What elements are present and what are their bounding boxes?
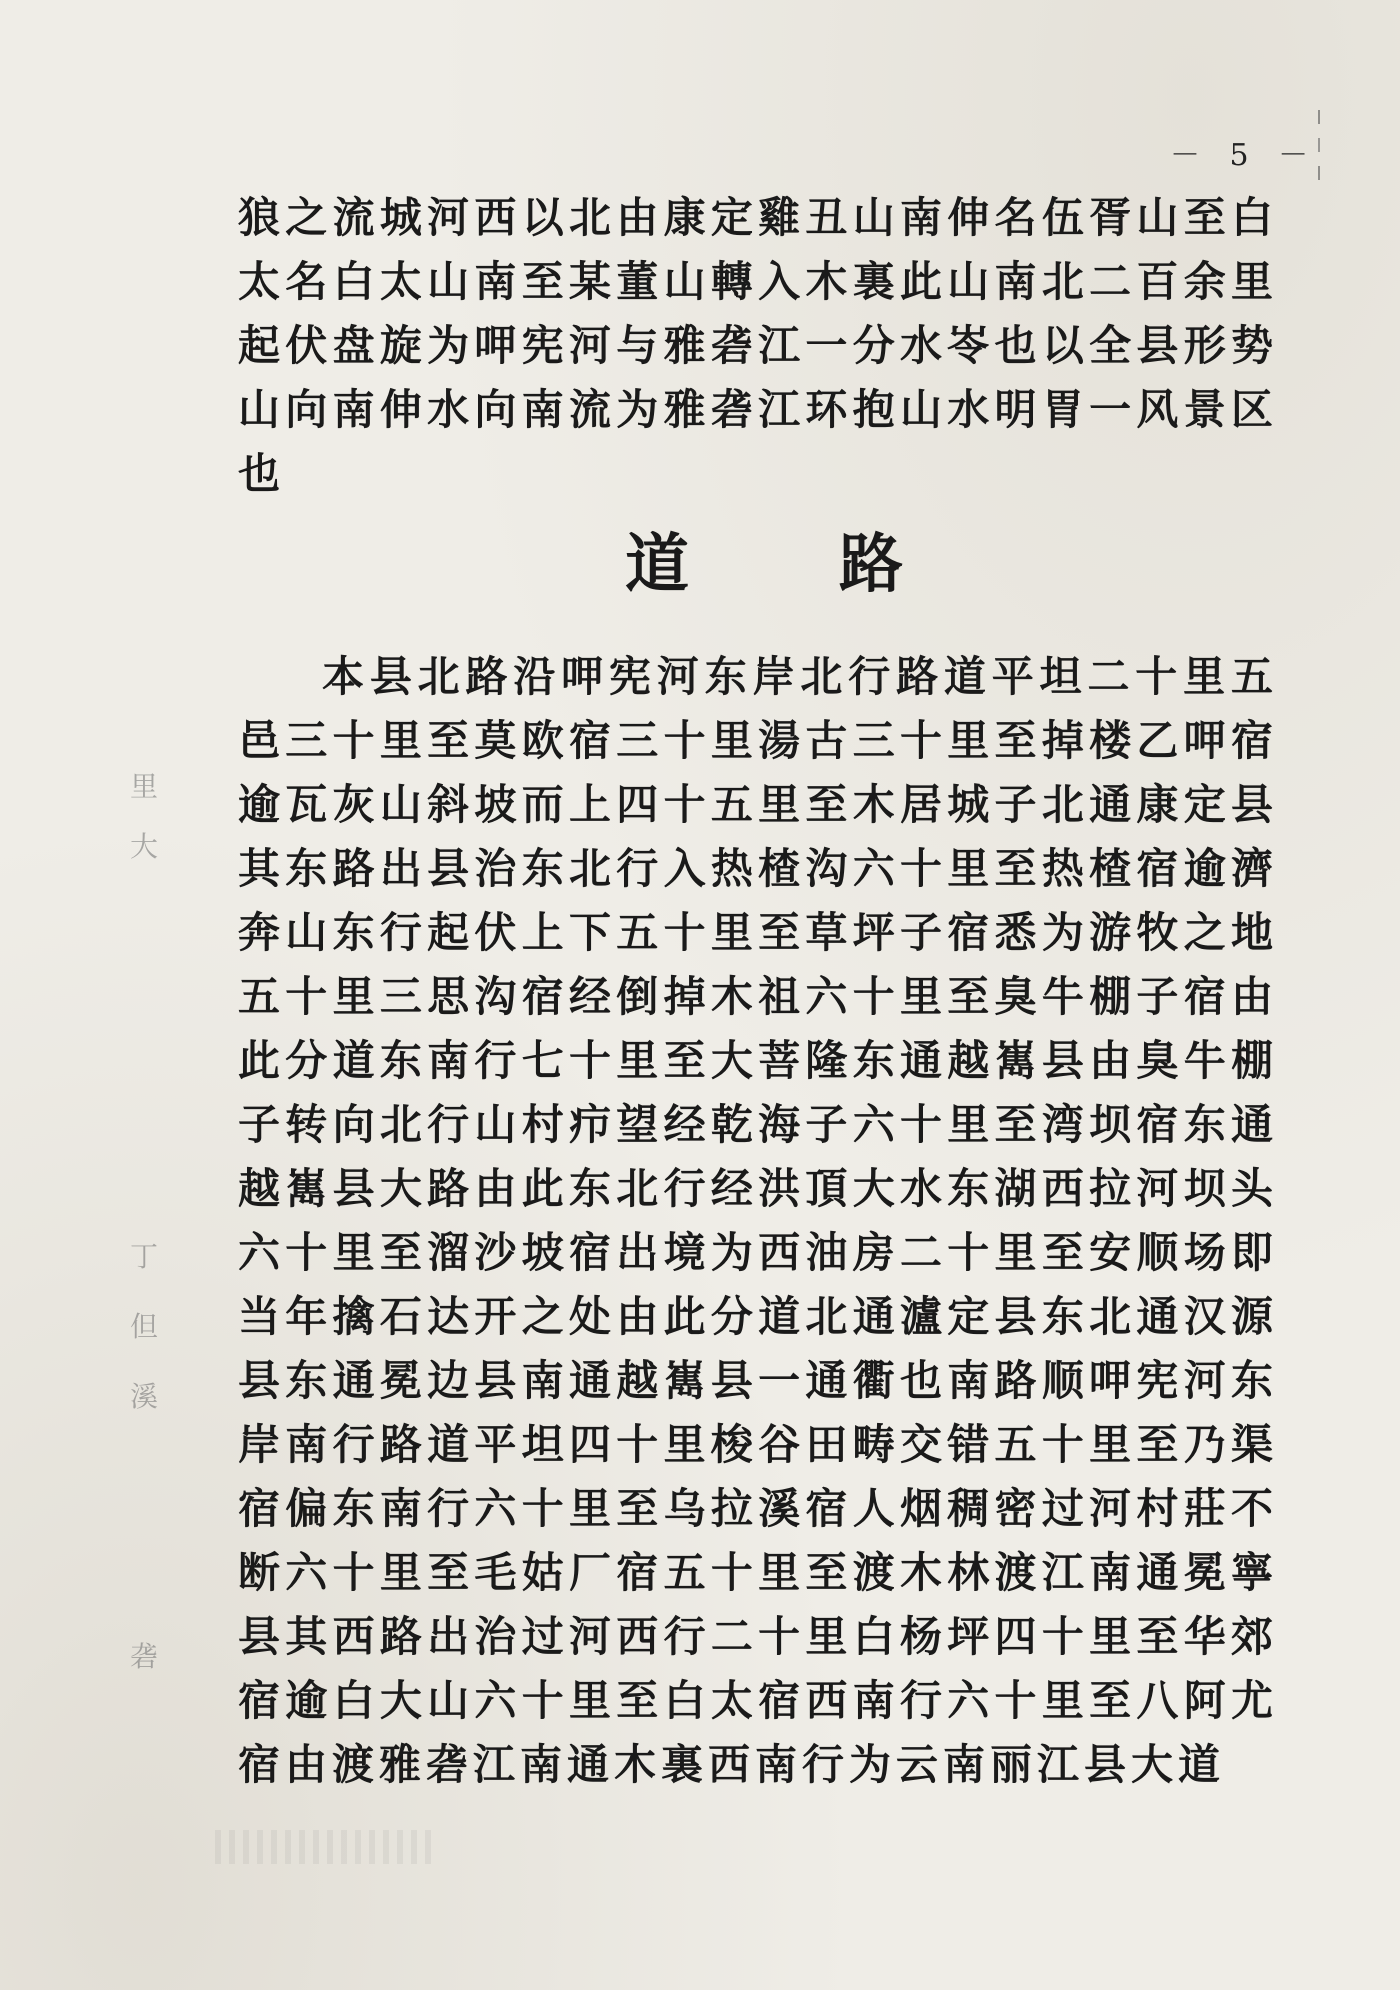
edge-mark	[1318, 110, 1320, 180]
margin-note: 但	[130, 1310, 159, 1343]
margin-note: 大	[130, 830, 159, 863]
paragraph-terrain: 狼之流城河西以北由康定雞丑山南伸名伍胥山至白太名白太山南至某董山轉入木裏此山南北二百余里起伏盘旋为呷宪河与雅砻江一分水岺也以全县形势山向南伸水向南流为雅砻江环抱山水明胃一风景区也	[238, 193, 1278, 498]
bottom-smudge	[215, 1830, 435, 1864]
margin-note: 里	[130, 770, 159, 803]
margin-note: 丁	[130, 1240, 159, 1273]
section-title-roads: 道路	[625, 527, 1053, 602]
margin-notes	[130, 765, 170, 1673]
margin-note: 砻	[130, 1640, 159, 1673]
paragraph-roads: 本县北路沿呷宪河东岸北行路道平坦二十里五邑三十里至莫欧宿三十里湯古三十里至掉楼乙呷宿逾瓦灰山斜坡而上四十五里至木居城子北通康定县其东路出县治东北行入热楂沟六十里至热楂宿逾濟奔山东行起伏上下五十里至草坪子宿悉为游牧之地五十里三思沟宿经倒掉木祖六十里至臭牛棚子宿由此分道东南行七十里至大菩隆东通越嶲县由臭牛棚子转向北行山村疖望经乾海子六十里至湾坝宿东通越嶲县大路由此东北行经洪頂大水东湖西拉河坝头六十里至溜沙坡宿出境为西油房二十里至安顺场即当年擒石达开之处由此分道北通瀘定县东北通汉源县东通冕边县南通越嶲县一通衢也南路顺呷宪河东岸南行路道平坦四十里梭谷田畴交错五十里至乃渠宿偏东南行六十里至乌拉溪宿人烟稠密过河村莊不断六十里至毛姑厂宿五十里至渡木林渡江南通冕寧县其西路出治过河西行二十里白杨坪四十里至华郊宿逾白大山六十里至白太宿西南行六十里至八阿尤宿由渡雅砻江南通木裏西南行为云南丽江县大道	[238, 652, 1278, 1789]
page-number: － 5 －	[1170, 138, 1319, 173]
margin-note: 溪	[130, 1380, 159, 1413]
